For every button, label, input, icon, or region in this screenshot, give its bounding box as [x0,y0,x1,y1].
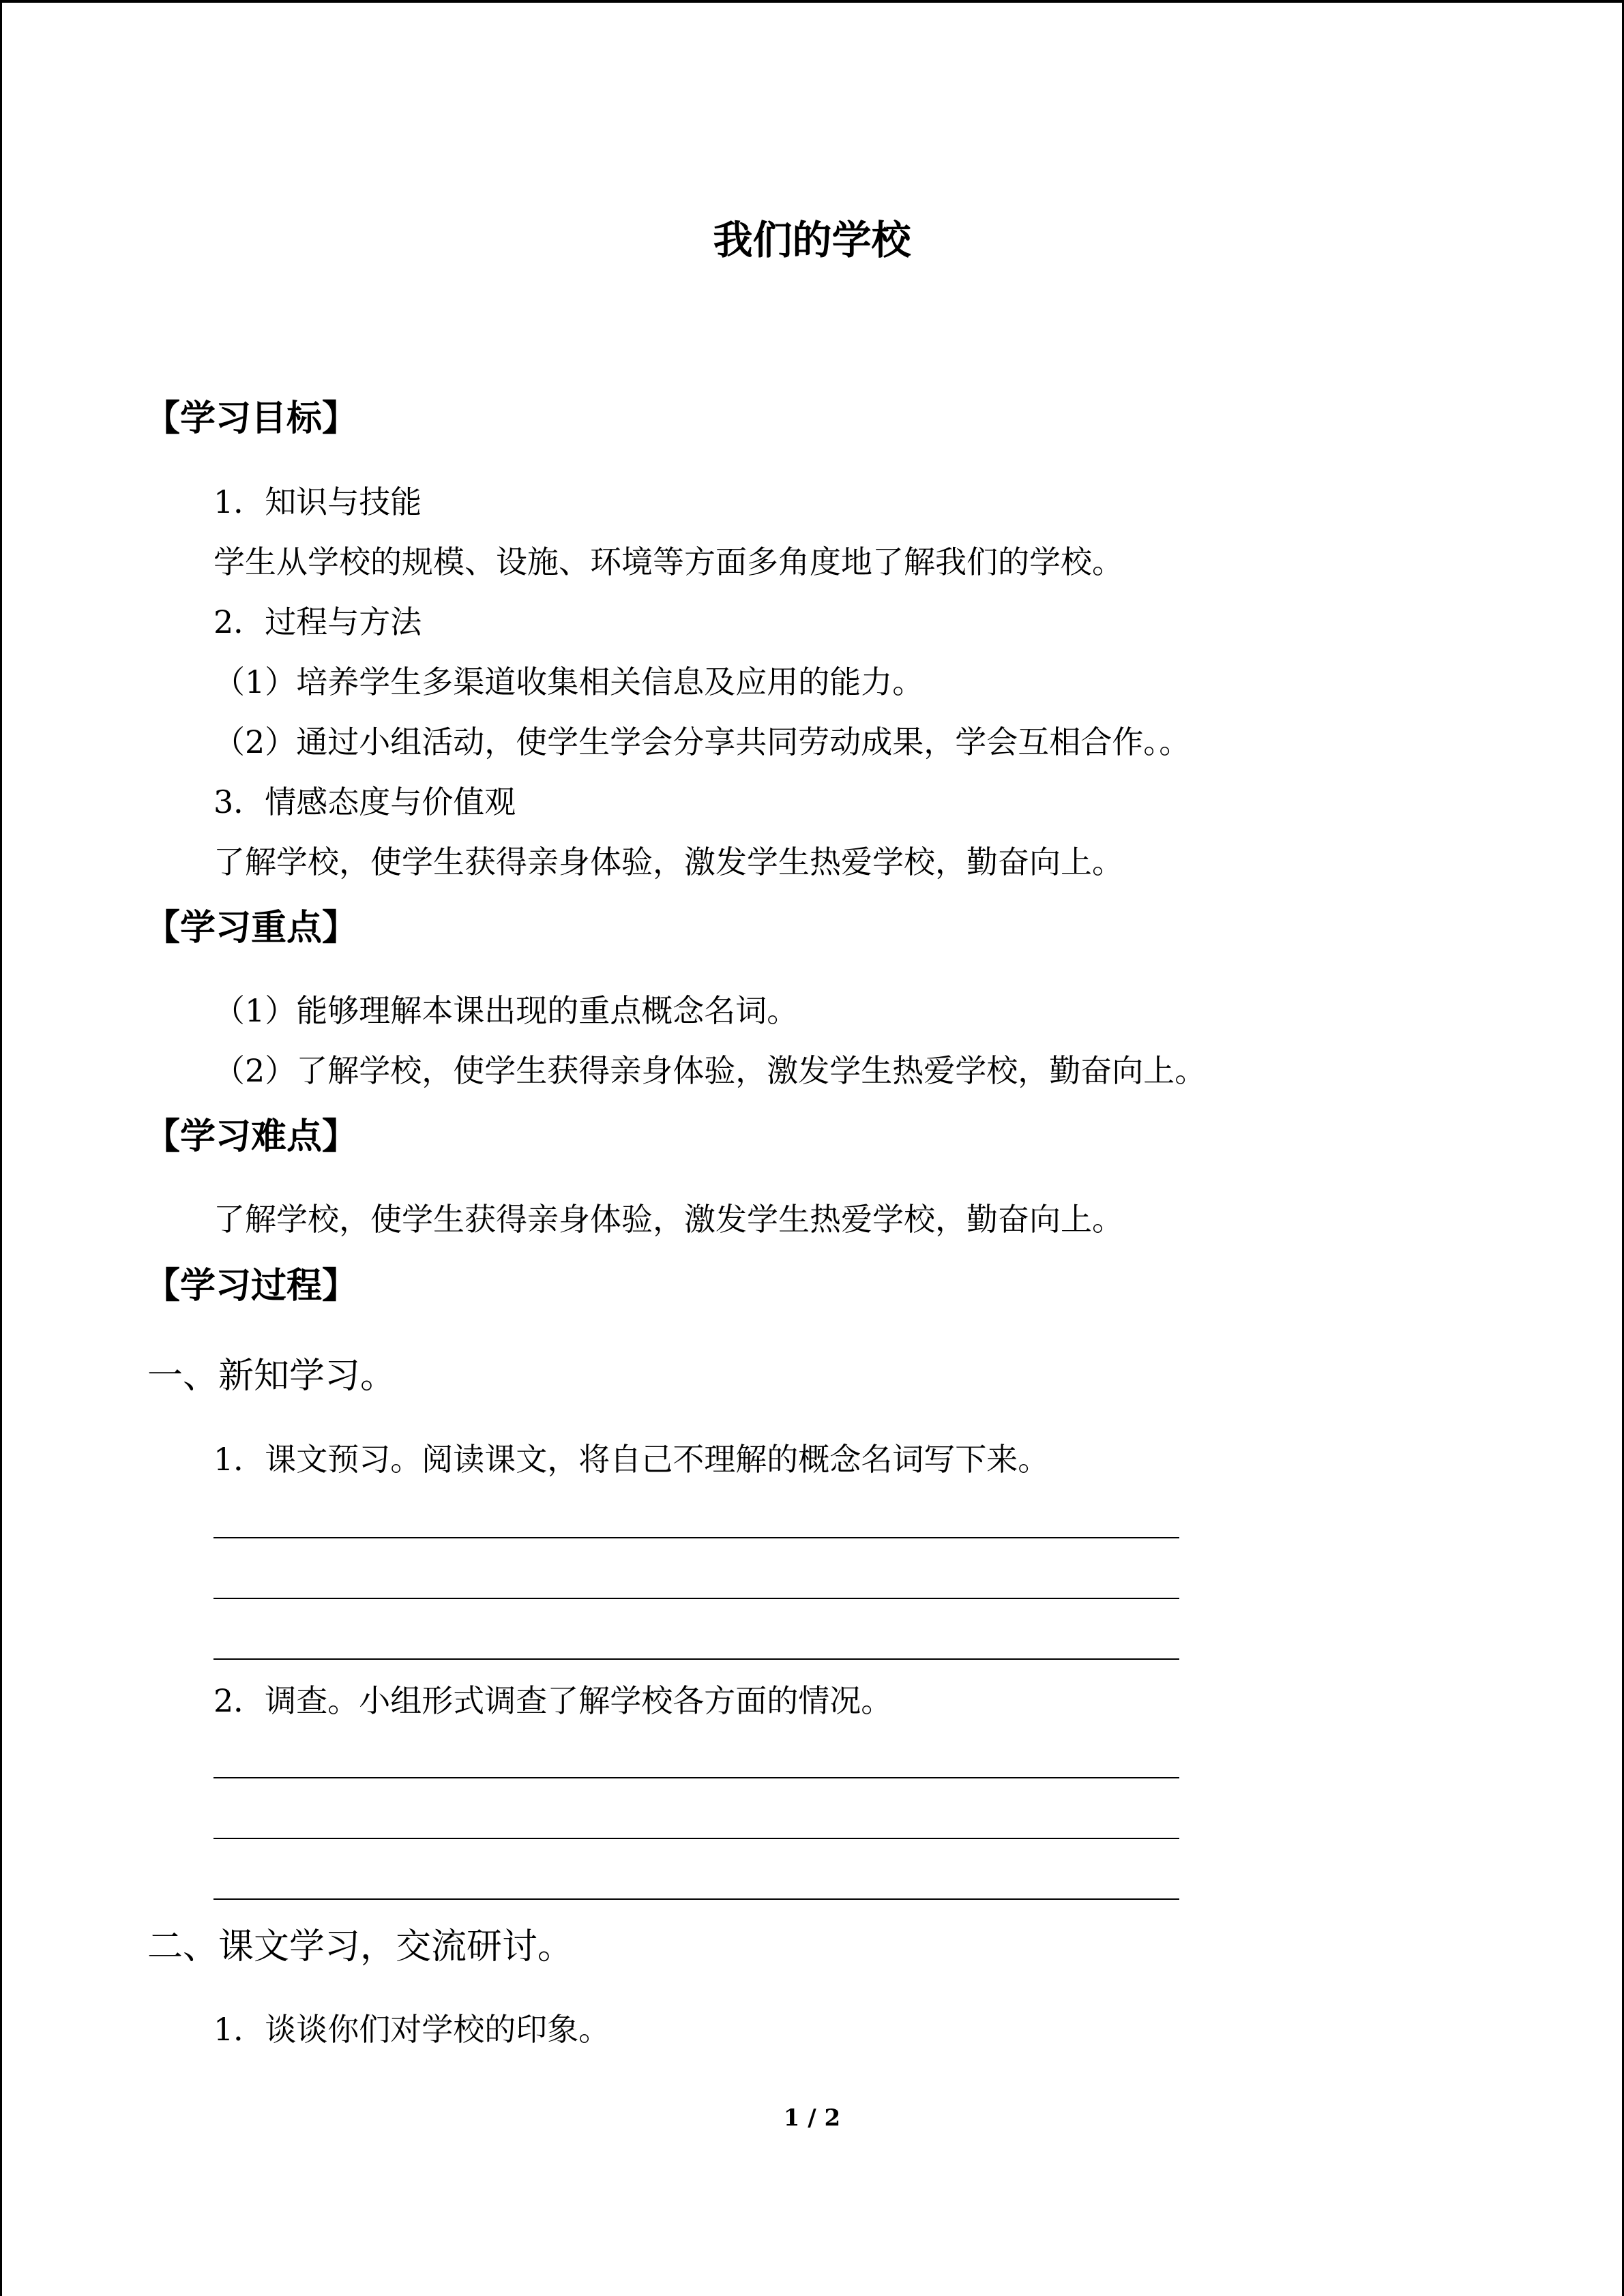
objective-line: 2．过程与方法 [213,603,422,640]
answer-line[interactable] [213,1777,1179,1778]
answer-line[interactable] [213,1658,1179,1660]
key-point-line: （2）了解学校，使学生获得亲身体验，激发学生热爱学校，勤奋向上。 [213,1052,1207,1089]
objective-line: 3．情感态度与价值观 [213,784,516,820]
task-prompt: 2．调查。小组形式调查了解学校各方面的情况。 [213,1682,893,1719]
part-heading-new-knowledge: 一、新知学习。 [147,1356,396,1397]
objective-line: （2）通过小组活动，使学生学会分享共同劳动成果，学会互相合作。。 [213,724,1191,760]
section-heading-process: 【学习过程】 [145,1265,358,1307]
page-border-left [0,0,2,2296]
key-point-line: （1）能够理解本课出现的重点概念名词。 [213,992,799,1029]
section-heading-key-points: 【学习重点】 [145,907,358,949]
task-prompt: 1．课文预习。阅读课文，将自己不理解的概念名词写下来。 [213,1441,1050,1478]
answer-line[interactable] [213,1537,1179,1538]
task-prompt: 1．谈谈你们对学校的印象。 [213,2011,610,2048]
section-heading-difficulties: 【学习难点】 [145,1116,358,1157]
part-heading-text-study: 二、课文学习，交流研讨。 [147,1926,574,1967]
objective-line: 了解学校，使学生获得亲身体验，激发学生热爱学校，勤奋向上。 [213,844,1123,880]
difficulty-line: 了解学校，使学生获得亲身体验，激发学生热爱学校，勤奋向上。 [213,1201,1123,1238]
objective-line: 学生从学校的规模、设施、环境等方面多角度地了解我们的学校。 [213,543,1123,580]
answer-line[interactable] [213,1898,1179,1900]
section-heading-objectives: 【学习目标】 [145,398,358,439]
page-number: 1 / 2 [783,2104,841,2132]
objective-line: （1）培养学生多渠道收集相关信息及应用的能力。 [213,664,924,700]
page-title: 我们的学校 [713,217,911,263]
answer-line[interactable] [213,1598,1179,1599]
page-border-top [0,0,1624,3]
answer-line[interactable] [213,1838,1179,1839]
objective-line: 1．知识与技能 [213,483,422,520]
